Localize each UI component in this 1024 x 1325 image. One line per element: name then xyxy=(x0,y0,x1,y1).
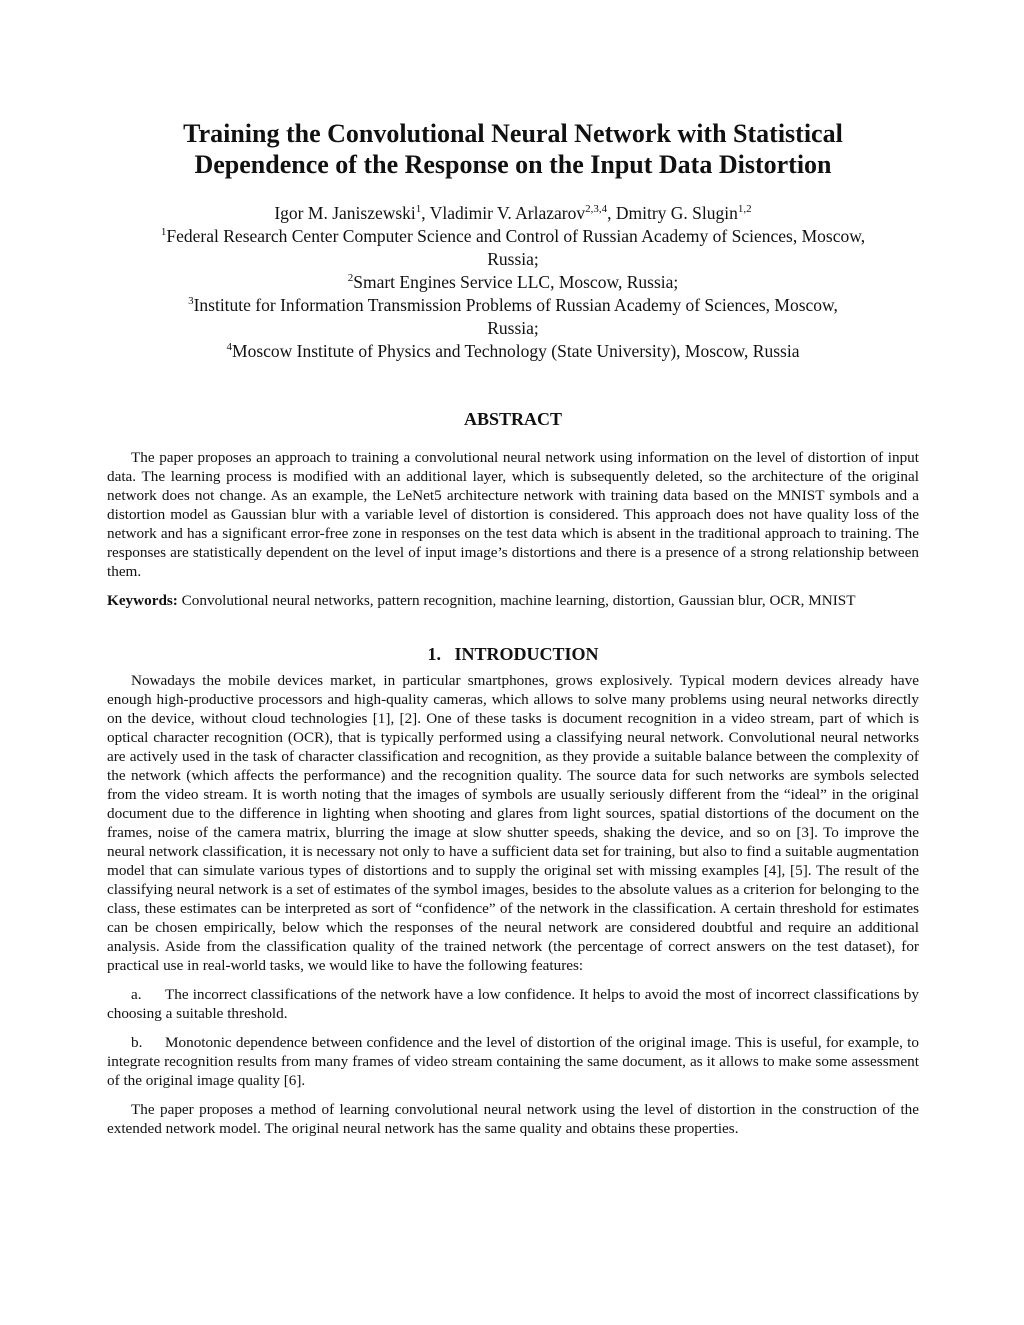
introduction-text: Nowadays the mobile devices market, in particular smartphones, grows explosively. Typical modern devices already have enough high-productive processors and high-quality cameras, which allows to solve many problems using neural networks directly on the device, without cloud technologies [1], [2]. One of these tasks is document recognition in a video stream, part of which is optical character recognition (OCR), that is typically performed using a classifying neural network. Convolutional neural networks are actively used in the task of character classification and recognition, as they provide a suitable balance between the complexity of the network (which affects the performance) and the recognition quality. The source data for such networks are symbols selected from the video stream. It is worth noting that the images of symbols are usually seriously different from the “ideal” in the original document due to the difference in lighting when shooting and glares from light sources, spatial distortions of the document on the frames, noise of the camera matrix, blurring the image at slow shutter speeds, shaking the device, and so on [3]. To improve the neural network classification, it is necessary not only to have a sufficient data set for training, but also to find a suitable augmentation model that can simulate various types of distortions and to supply the original set with missing examples [4], [5]. The result of the classifying neural network is a set of estimates of the symbol images, besides to the absolute values as a criterion for belonging to the class, these estimates can be interpreted as sort of “confidence” of the network in the classification. A certain threshold for estimates can be chosen empirically, below which the responses of the neural network are considered doubtful and require an additional analysis. Aside from the classification quality of the trained network (the percentage of correct answers on the test dataset), for practical use in real-world tasks, we would like to have the following features: xyxy=(107,672,919,974)
affiliation-3 xyxy=(107,294,919,340)
affiliation-1 xyxy=(107,225,919,271)
introduction-heading: 1. INTRODUCTION xyxy=(427,644,599,664)
list-item-a xyxy=(107,985,919,1023)
author-list xyxy=(107,202,919,225)
author-affiliation-mark: 1 xyxy=(415,203,422,216)
title-line-2: Dependence of the Response on the Input Data Distortion xyxy=(194,150,832,179)
affiliation-line: Moscow Institute of Physics and Technology (State University), Moscow, Russia xyxy=(232,341,800,361)
affiliation-line: Russia; xyxy=(487,249,539,269)
affiliation-line: Russia; xyxy=(487,318,539,338)
list-item-text: The incorrect classifications of the network have a low confidence. It helps to avoid the most of incorrect classifications by choosing a suitable threshold. xyxy=(107,986,919,1022)
affiliation-mark: 2 xyxy=(347,272,354,285)
author-affiliation-mark: 1,2 xyxy=(737,203,752,216)
affiliation-line: Institute for Information Transmission Problems of Russian Academy of Sciences, Moscow, xyxy=(193,295,838,315)
title-line-1: Training the Convolutional Neural Network with Statistical xyxy=(183,119,843,148)
keywords-label: Keywords: xyxy=(107,592,178,609)
affiliation-4 xyxy=(107,340,919,363)
affiliation-mark: 3 xyxy=(188,295,194,308)
affiliation-mark: 1 xyxy=(160,226,167,239)
author-affiliation-mark: 2,3,4 xyxy=(585,203,608,216)
list-item-b xyxy=(107,1033,919,1090)
author-separator: , xyxy=(607,203,616,223)
affiliation-line: Smart Engines Service LLC, Moscow, Russia; xyxy=(353,272,679,292)
affiliation-line: Federal Research Center Computer Science and Control of Russian Academy of Sciences, Moscow, xyxy=(166,226,866,246)
list-item-text: Monotonic dependence between confidence and the level of distortion of the original image. This is useful, for example, to integrate recognition results from many frames of video stream containing the same document, as it allows to make some assessment of the original image quality [6]. xyxy=(107,1034,919,1089)
author-name: Vladimir V. Arlazarov xyxy=(429,203,586,223)
affiliation-2 xyxy=(107,271,919,294)
abstract-heading: ABSTRACT xyxy=(463,409,563,429)
author-name: Dmitry G. Slugin xyxy=(615,203,738,223)
paper-page xyxy=(107,118,919,1138)
keywords-text: Convolutional neural networks, pattern recognition, machine learning, distortion, Gaussian blur, OCR, MNIST xyxy=(177,592,856,609)
list-marker: b. xyxy=(131,1034,143,1051)
keywords xyxy=(107,591,919,610)
closing-paragraph: The paper proposes a method of learning convolutional neural network using the level of distortion in the construction of the extended network model. The original neural network has the same quality and obtains these properties. xyxy=(107,1101,919,1137)
affiliation-mark: 4 xyxy=(226,341,233,354)
list-marker: a. xyxy=(131,986,142,1003)
author-name: Igor M. Janiszewski xyxy=(274,203,416,223)
author-separator: , xyxy=(421,203,430,223)
abstract-text: The paper proposes an approach to training a convolutional neural network using information on the level of distortion of input data. The learning process is modified with an additional layer, which is subsequently deleted, so the architecture of the original network does not change. As an example, the LeNet5 architecture network with training data based on the MNIST symbols and a distortion model as Gaussian blur with a variable level of distortion is considered. This approach does not have quality loss of the network and has a significant error-free zone in responses on the test data which is absent in the traditional approach to training. The responses are statistically dependent on the level of input image’s distortions and there is a presence of a strong relationship between them. xyxy=(107,449,919,580)
paper-title xyxy=(107,118,919,180)
